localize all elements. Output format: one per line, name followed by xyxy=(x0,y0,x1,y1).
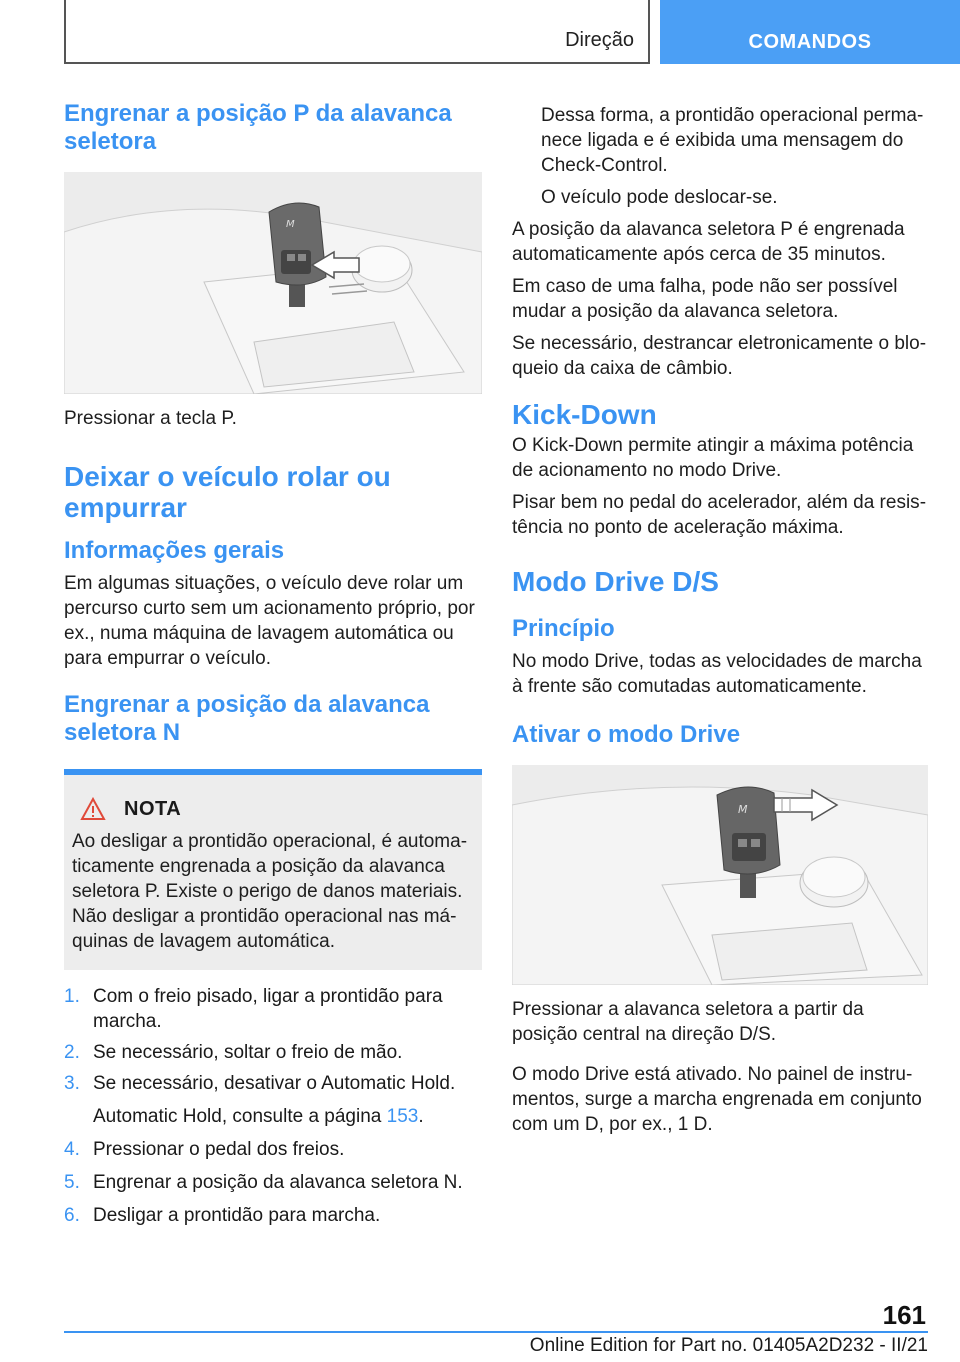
cross-reference-end: . xyxy=(418,1106,424,1127)
header-bar xyxy=(64,0,650,64)
list-item xyxy=(64,1170,482,1195)
note-text: Ao desligar a prontidão operacional, é automaticamente engrenada a posição da alavanca seletora P. Existe o perigo de danos materiais. Não desligar a prontidão operacional nas máquinas de lavagem automática. xyxy=(72,831,468,952)
continuation-paragraph-2: O veículo pode deslocar-se. xyxy=(541,187,778,208)
heading-engage-p: Engrenar a posição P da alavanca seletora xyxy=(64,100,452,155)
note-box xyxy=(64,769,482,970)
cross-reference xyxy=(93,1104,424,1129)
heading-drive-mode: Modo Drive D/S xyxy=(512,566,719,597)
unlock-paragraph: Se necessário, destrancar eletronicamente o bloqueio da caixa de câmbio. xyxy=(512,333,927,379)
step-text: Se necessário, desativar o Automatic Hold. xyxy=(93,1073,456,1094)
list-item xyxy=(64,1203,482,1228)
figure-selector-lever-p xyxy=(64,172,482,394)
figure2-caption: Pressionar a alavanca seletora a partir da posição central na direção D/S. xyxy=(512,999,864,1045)
step-number: 3. xyxy=(64,1073,80,1094)
principle-paragraph: No modo Drive, todas as velocidades de marcha à frente são comutadas automaticamente. xyxy=(512,651,922,697)
page-number: 161 xyxy=(882,1300,926,1330)
drive-activated-paragraph: O modo Drive está ativado. No painel de instrumentos, surge a marcha engrenada em conjunto com um D, por ex., 1 D. xyxy=(512,1064,922,1135)
right-column xyxy=(512,103,930,1137)
figure1-caption: Pressionar a tecla P. xyxy=(64,408,237,429)
step-indent xyxy=(64,1104,93,1129)
step-number: 5. xyxy=(64,1172,80,1193)
chapter-tab[interactable] xyxy=(660,0,960,64)
note-header xyxy=(72,797,474,821)
step-text: Se necessário, soltar o freio de mão. xyxy=(93,1042,403,1063)
subheading-general-info: Informações gerais xyxy=(64,537,285,564)
selector-lever-illustration xyxy=(64,172,482,394)
step3-reference xyxy=(64,1104,482,1129)
warning-icon xyxy=(80,797,106,821)
step-text: Engrenar a posição da alavanca seletora N. xyxy=(93,1172,463,1193)
list-item xyxy=(64,1040,482,1065)
chapter-tab-label: COMANDOS xyxy=(748,31,872,53)
step-number: 1. xyxy=(64,986,80,1007)
footer-divider xyxy=(64,1331,928,1333)
step-text: Pressionar o pedal dos freios. xyxy=(93,1139,345,1160)
subheading-activate-drive: Ativar o modo Drive xyxy=(512,721,741,748)
auto-p-paragraph: A posição da alavanca seletora P é engrenada automaticamente após cerca de 35 minutos. xyxy=(512,219,905,265)
step-number: 6. xyxy=(64,1205,80,1226)
general-info-paragraph: Em algumas situações, o veículo deve rolar um percurso curto sem um acionamento próprio, por ex., numa máquina de lavagem automática ou para empurrar o veículo. xyxy=(64,573,475,669)
left-column xyxy=(64,100,482,1228)
svg-text:M: M xyxy=(738,803,748,816)
subheading-engage-n: Engrenar a posição da alavanca seletora N xyxy=(64,691,430,746)
kick-down-paragraph-2: Pisar bem no pedal do acelerador, além da resistência no ponto de aceleração máxima. xyxy=(512,492,927,538)
list-item xyxy=(64,1071,482,1096)
kick-down-paragraph-1: O Kick-Down permite atingir a máxima potência de acionamento no modo Drive. xyxy=(512,435,914,481)
step-number: 4. xyxy=(64,1139,80,1160)
subheading-principle: Princípio xyxy=(512,615,615,642)
step-number: 2. xyxy=(64,1042,80,1063)
failure-paragraph: Em caso de uma falha, pode não ser possível mudar a posição da alavanca seletora. xyxy=(512,276,898,322)
heading-kick-down: Kick-Down xyxy=(512,399,657,430)
cross-reference-text: Automatic Hold, consulte a página xyxy=(93,1106,382,1127)
svg-text:M: M xyxy=(286,219,295,230)
note-title: NOTA xyxy=(124,797,182,820)
heading-roll-push: Deixar o veículo rolar ou empurrar xyxy=(64,461,391,523)
step-text: Desligar a prontidão para marcha. xyxy=(93,1205,381,1226)
page-link-153[interactable]: 153 xyxy=(386,1106,419,1127)
footer-edition: Online Edition for Part no. 01405A2D232 - II/21 xyxy=(529,1335,928,1356)
selector-lever-drive-illustration xyxy=(512,765,928,985)
continuation-paragraph: Dessa forma, a prontidão operacional permanece ligada e é exibida uma mensagem do Check-Control. xyxy=(541,105,924,176)
figure-selector-lever-drive xyxy=(512,765,928,985)
steps-list xyxy=(64,984,482,1228)
list-item xyxy=(64,1137,482,1162)
section-title: Direção xyxy=(565,29,634,51)
step-text: Com o freio pisado, ligar a prontidão para marcha. xyxy=(93,986,443,1032)
list-item xyxy=(64,984,482,1034)
